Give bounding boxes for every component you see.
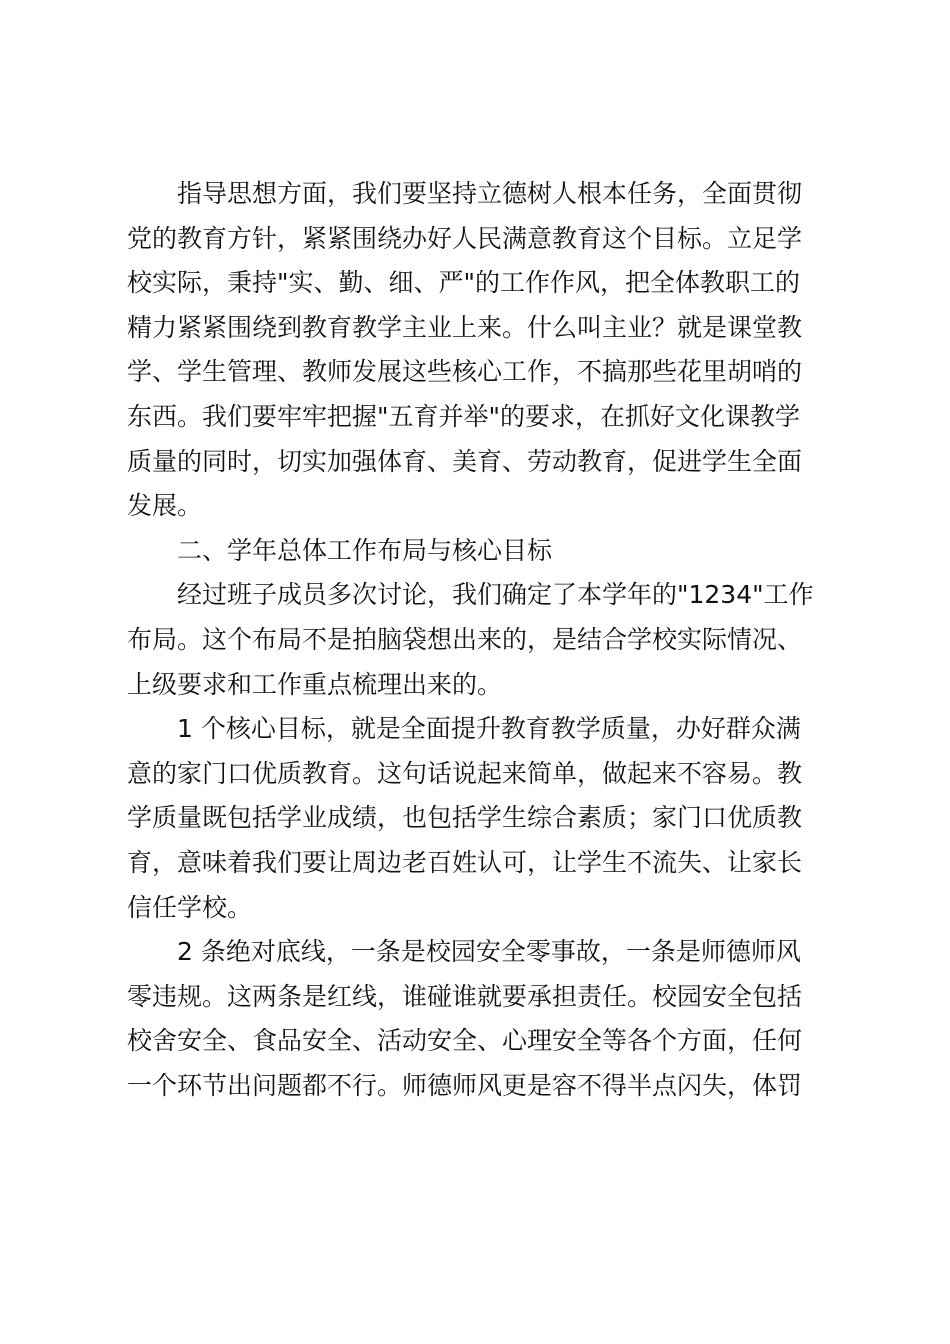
body-line: 育，意味着我们要让周边老百姓认可，让学生不流失、让家长 bbox=[127, 847, 803, 877]
body-line: 东西。我们要牢牢把握"五育并举"的要求，在抓好文化课教学 bbox=[127, 401, 801, 431]
body-line: 校舍安全、食品安全、活动安全、心理安全等各个方面，任何 bbox=[127, 1026, 803, 1056]
body-line: 党的教育方针，紧紧围绕办好人民满意教育这个目标。立足学 bbox=[127, 223, 803, 253]
body-line: 校实际，秉持"实、勤、细、严"的工作作风，把全体教职工的 bbox=[127, 268, 801, 298]
body-line: 零违规。这两条是红线，谁碰谁就要承担责任。校园安全包括 bbox=[127, 981, 803, 1011]
body-line: 学、学生管理、教师发展这些核心工作，不搞那些花里胡哨的 bbox=[127, 357, 803, 387]
body-line: 信任学校。 bbox=[127, 892, 253, 922]
body-line: 上级要求和工作重点梳理出来的。 bbox=[127, 669, 503, 699]
body-line: 指导思想方面，我们要坚持立德树人根本任务，全面贯彻 bbox=[177, 179, 803, 208]
body-line: 意的家门口优质教育。这句话说起来简单，做起来不容易。教 bbox=[127, 758, 803, 788]
body-line: 2 条绝对底线，一条是校园安全零事故，一条是师德师风 bbox=[177, 937, 801, 967]
body-line: 精力紧紧围绕到教育教学主业上来。什么叫主业？就是课堂教 bbox=[127, 312, 803, 342]
body-line: 一个环节出问题都不行。师德师风更是容不得半点闪失，体罚 bbox=[127, 1070, 803, 1100]
document-body bbox=[127, 172, 831, 1108]
body-line: 经过班子成员多次讨论，我们确定了本学年的"1234"工作 bbox=[177, 580, 814, 610]
body-line: 1 个核心目标，就是全面提升教育教学质量，办好群众满 bbox=[177, 714, 801, 744]
body-line: 质量的同时，切实加强体育、美育、劳动教育，促进学生全面 bbox=[127, 446, 803, 476]
body-line: 布局。这个布局不是拍脑袋想出来的，是结合学校实际情况、 bbox=[127, 624, 803, 654]
section-heading: 二、学年总体工作布局与核心目标 bbox=[177, 535, 553, 565]
body-line: 学质量既包括学业成绩，也包括学生综合素质；家门口优质教 bbox=[127, 803, 803, 833]
body-line: 发展。 bbox=[127, 491, 203, 521]
